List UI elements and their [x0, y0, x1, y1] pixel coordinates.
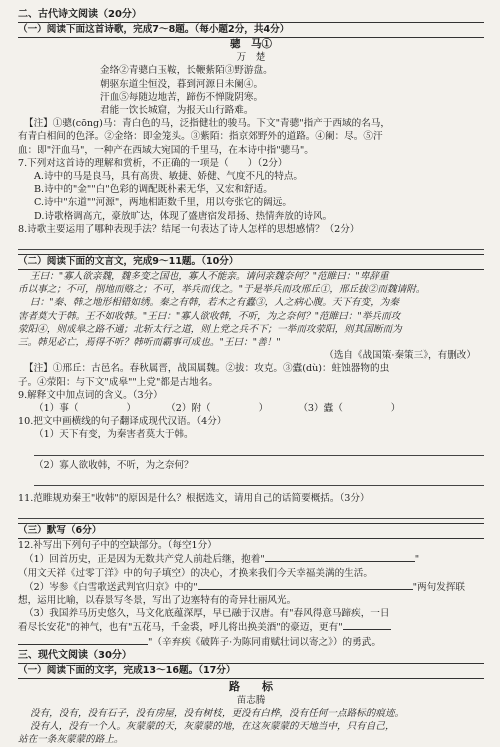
option-b: B.诗中的"金""白"色彩的调配既朴素无华，又宏和舒适。: [34, 184, 273, 196]
option-d: D.诗歌格调高亢，豪放旷达，体现了盛唐宿发昂扬、热情奔放的诗风。: [34, 210, 333, 222]
prose-note: 【注】①邢丘：古邑名。春秋属晋，战国属魏。②拔：攻克。③蠹(dù)：蛀蚀器物的虫: [24, 363, 390, 375]
prose-line: 币以事之；不可，削地而赂之；不可，举兵而伐之。"于是举兵而攻邢丘①，邢丘拔②而魏请附。: [18, 284, 426, 296]
answer-line[interactable]: [18, 236, 484, 250]
dictation-line: （1）回首历史，正是因为无数共产党人前赴后继，抱着" ": [24, 554, 420, 566]
poem-line: 朝驱东道尘恒没，暮到河源日未阑④。: [100, 78, 264, 90]
option-a: A.诗中的马是良马，具有高贵、敏捷、娇健、气度不凡的特点。: [34, 171, 304, 183]
dictation-line: （用文天祥《过零丁洋》中的句子填空）的决心，才换来我们今天幸福美满的生活。: [18, 567, 373, 579]
option-c: C.诗中"东道""河源"，两地相距数千里，用以夸张它的阔远。: [34, 197, 292, 209]
essay-author: 苗志腾: [236, 694, 266, 706]
answer-line[interactable]: [18, 505, 484, 519]
blank[interactable]: [265, 552, 415, 562]
prose-line: 荥阳④，则成皋之路不通；北斩太行之道，则上党之兵不下；一举而攻荥阳，则其国断而为: [18, 323, 402, 335]
essay-paragraph: 站在一条灰蒙蒙的路上。: [18, 734, 124, 746]
prose-line: 曰："秦、韩之地形相错如绣。秦之有韩，若木之有蠹③，人之病心腹。天下有变，为秦: [30, 297, 399, 309]
poem-author: 万 楚: [236, 52, 266, 64]
question-10: 10.把文中画横线的句子翻译成现代汉语。（4分）: [18, 416, 227, 428]
question-9-items: [18, 402, 484, 415]
essay-paragraph: 没有，没有，没有石子，没有房屋，没有树枝，更没有白桦，没有任何一点路标的痕迹。: [30, 707, 405, 719]
dictation-header: （三）默写（6分）: [18, 523, 484, 539]
dictation-line: （2）岑参《白雪歌送武判官归京》中的" "两句发挥联: [24, 581, 466, 593]
dictation-line: （3）我国养马历史悠久，马文化底蕴深厚，早已融于汉唐。有"春风得意马蹄疾，一日: [24, 608, 390, 620]
section-title-classical: 二、古代诗文阅读（20分）: [18, 9, 142, 20]
answer-line[interactable]: [34, 442, 484, 456]
question-12: 12.补写出下列句子中的空缺部分。（每空1分）: [18, 540, 217, 552]
poem-title: 骢 马①: [230, 38, 272, 50]
dictation-line: "（辛弃疾《破阵子·为陈同甫赋壮词以寄之》）的勇武。: [18, 635, 484, 649]
section-title-modern: 三、现代文阅读（30分）: [18, 649, 132, 661]
poem-note: 有青白相间的色泽。②金络：即金笼头。③紫陌：指京郊野外的道路。④阑：尽。⑤汗: [18, 131, 383, 143]
q9-item-1[interactable]: （1）事（ ）: [34, 403, 137, 415]
blank[interactable]: [18, 635, 148, 645]
poem-line: 君能一饮长城窟，为报天山行路难。: [100, 105, 254, 117]
classical-prose-header: （二）阅读下面的文言文，完成9～11题。（10分）: [18, 254, 484, 270]
poem-note: 【注】①骢(cōng)马：青白色的马，泛指健壮的骏马。下文"青骢"指产于西域的名马，: [24, 118, 390, 130]
blank[interactable]: [198, 580, 413, 590]
prose-line: 害者莫大于韩。王不如收韩。"王曰："寡人欲收韩，不听，为之奈何？"范睢曰："举兵而攻: [18, 310, 401, 322]
answer-line[interactable]: [34, 472, 484, 486]
poem-line: 汗血⑤每随边地苦，蹄伤不惮陇阴寒。: [100, 91, 264, 103]
dictation-line: 看尽长安花"的神气，也有"五花马，千金裘，呼儿将出换美酒"的豪迈，更有": [18, 620, 484, 634]
prose-line: 三。韩见必亡，焉得不听？韩听而霸事可成也。"王曰："善！": [18, 337, 281, 349]
poem-line: 金络②青骢白玉鞍，长鞭紫陌③野游盘。: [100, 65, 273, 77]
exam-page: [18, 8, 484, 747]
prose-note: 子。④荥阳：与下文"成皋""上党"都是古地名。: [18, 376, 218, 388]
question-11: 11.范睢规劝秦王"收韩"的原因是什么？根据选文，请用自己的话简要概括。（3分）: [18, 492, 370, 504]
dictation-line: 想，运用比喻，以春景写冬景，写出了边塞特有的奇异壮丽风光。: [18, 594, 297, 606]
q10-sentence-1: （1）天下有变，为秦害者莫大于韩。: [34, 429, 194, 441]
q9-item-2[interactable]: （2）附（ ）: [166, 403, 269, 415]
q9-item-3[interactable]: （3）蠹（ ）: [298, 403, 401, 415]
question-7: 7.下列对这首诗的理解和赏析，不正确的一项是（ ）（2分）: [18, 157, 288, 169]
prose-line: 王曰："寡人欲亲魏，魏多变之国也，寡人不能亲。请问亲魏奈何？"范睢曰："卑辞重: [30, 271, 389, 283]
question-9: 9.解释文中加点词的含义。（3分）: [18, 389, 163, 401]
poem-note: 血：即"汗血马"，一种产在西域大宛国的千里马，在本诗中指"骢马"。: [18, 144, 314, 156]
question-8: 8.诗歌主要运用了哪种表现手法？结尾一句表达了诗人怎样的思想感情？（2分）: [18, 223, 360, 235]
poem-question-header: （一）阅读下面这首诗歌，完成7～8题。（每小题2分，共4分）: [18, 22, 484, 38]
q10-sentence-2: （2）寡人欲收韩，不听，为之奈何？: [34, 459, 194, 471]
prose-source: （选自《战国策·秦策三》，有删改）: [324, 350, 476, 362]
essay-paragraph: 没有人，没有一个人。灰蒙蒙的天，灰蒙蒙的地，在这灰蒙蒙的天地当中，只有自己，: [30, 721, 395, 733]
blank[interactable]: [343, 620, 391, 630]
essay-title: 路 标: [229, 679, 273, 693]
modern-question-header: （一）阅读下面的文字，完成13～16题。（17分）: [18, 663, 484, 679]
